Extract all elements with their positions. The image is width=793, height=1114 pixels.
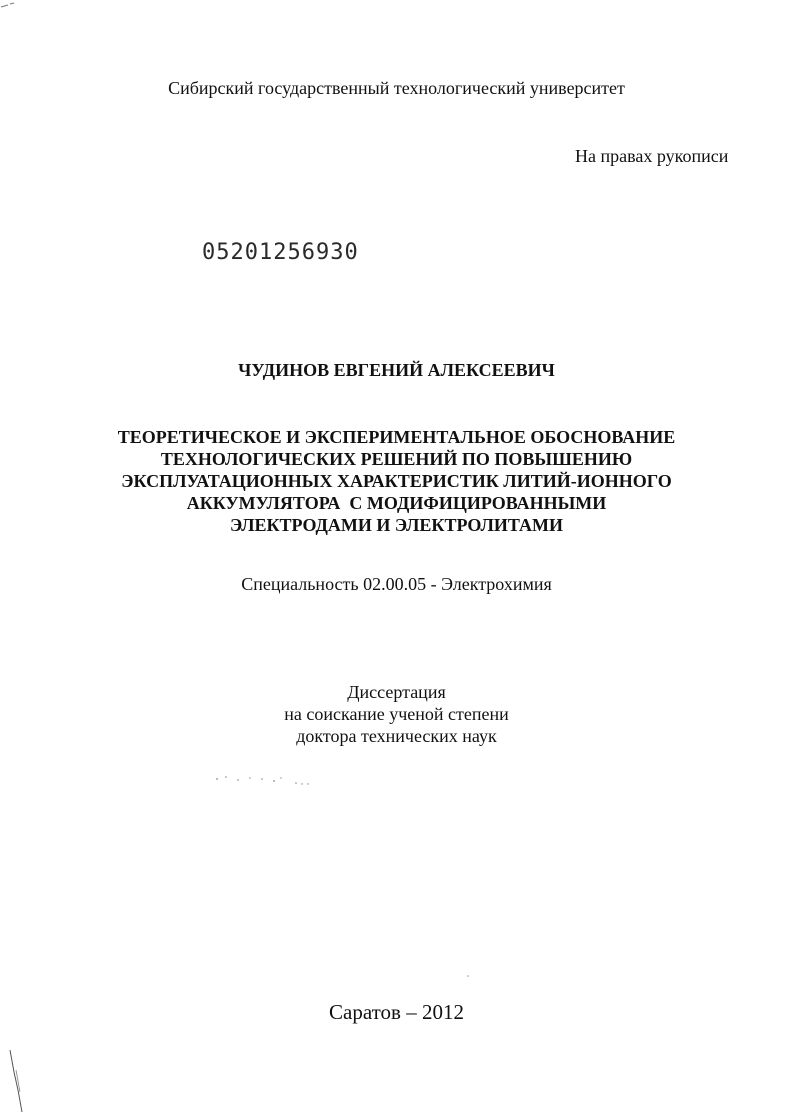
degree-statement [0,681,793,747]
title-line: ТЕОРЕТИЧЕСКОЕ И ЭКСПЕРИМЕНТАЛЬНОЕ ОБОСНОВАНИЕ [117,427,676,447]
title-line: ЭЛЕКТРОДАМИ И ЭЛЕКТРОЛИТАМИ [230,515,563,535]
inventory-stamp-number: 05201256930 [202,240,359,265]
city-and-year: Саратов – 2012 [329,1000,464,1024]
degree-line: доктора технических наук [296,726,497,746]
scan-corner-mark [0,0,20,12]
dissertation-title [0,426,793,536]
scan-edge-line [0,1050,30,1114]
title-line: ЭКСПЛУАТАЦИОННЫХ ХАРАКТЕРИСТИК ЛИТИЙ-ИОННОГО [121,471,672,491]
university-name: Сибирский государственный технологический университет [168,78,625,98]
degree-line: Диссертация [347,682,446,702]
title-line: ТЕХНОЛОГИЧЕСКИХ РЕШЕНИЙ ПО ПОВЫШЕНИЮ [160,449,633,469]
title-line: АККУМУЛЯТОРА С МОДИФИЦИРОВАННЫМИ [186,493,607,513]
degree-line: на соискание ученой степени [284,704,509,724]
scan-specks [214,774,314,788]
author-name: ЧУДИНОВ ЕВГЕНИЙ АЛЕКСЕЕВИЧ [238,360,555,380]
scan-dot [466,974,470,978]
rights-note: На правах рукописи [575,146,729,166]
specialty: Специальность 02.00.05 - Электрохимия [241,574,552,594]
